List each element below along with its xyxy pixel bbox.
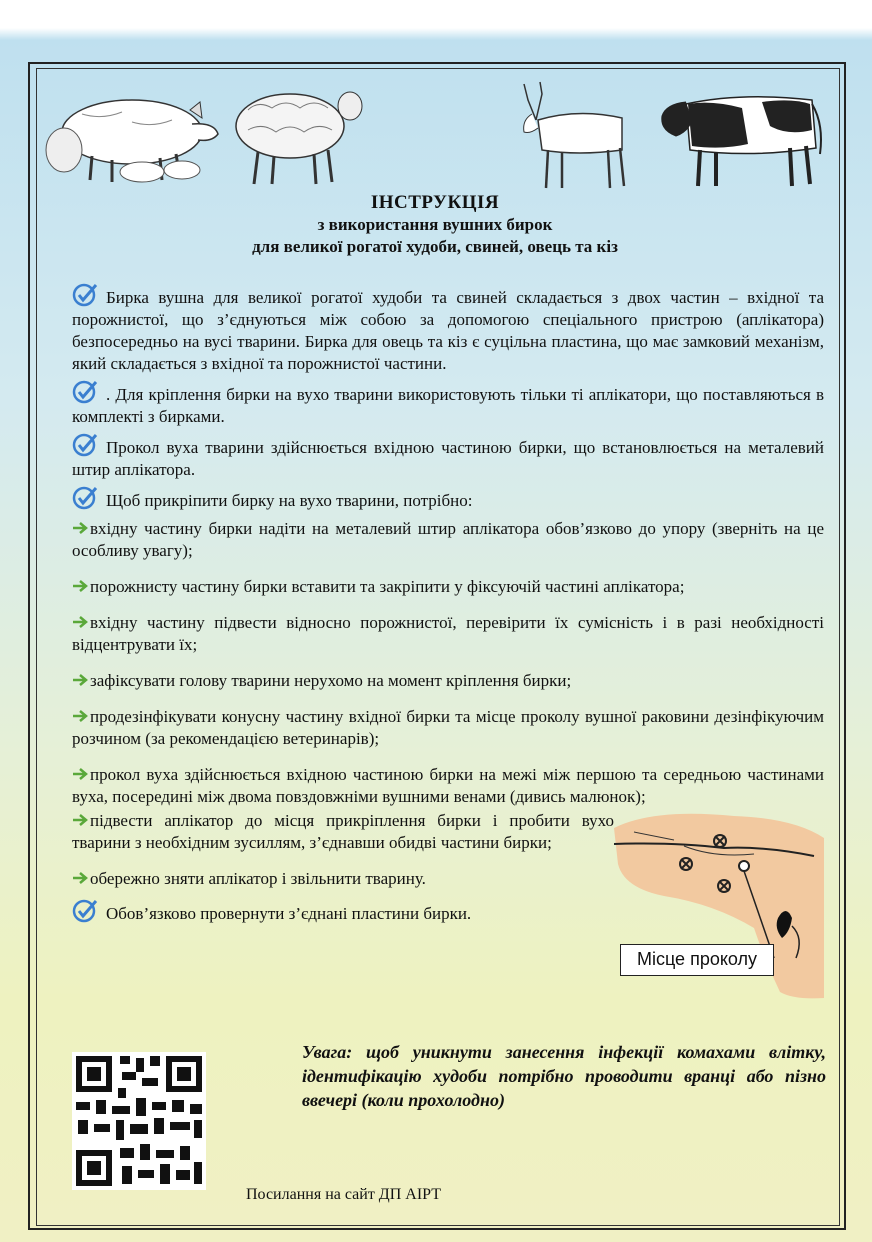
arrow-icon: [72, 709, 88, 723]
step-text: продезінфікувати конусну частину вхідної бирки та місце проколу вушної раковини дезінфікуючим розчином (за рекомендацією ветеринарів);: [72, 707, 824, 748]
goat-icon: [518, 80, 648, 192]
arrow-icon: [72, 673, 88, 687]
step-text: обережно зняти аплікатор і звільнити тварину.: [90, 869, 426, 888]
paragraph-text: Щоб прикріпити бирку на вухо тварини, потрібно:: [106, 491, 473, 510]
check-icon: [72, 379, 98, 405]
sheep-icon: [228, 80, 368, 190]
step-1: [72, 518, 824, 562]
arrow-icon: [72, 615, 88, 629]
arrow-icon: [72, 579, 88, 593]
check-icon: [72, 282, 98, 308]
title-block: [40, 192, 830, 258]
arrow-icon: [72, 871, 88, 885]
paragraph-1: [72, 282, 824, 375]
step-text: підвести аплікатор до місця прикріплення бирки і пробити вухо тварини з необхідним зусиллям, з’єднавши обидві частини бирки;: [72, 811, 614, 852]
paragraph-3: [72, 432, 824, 481]
page-subtitle-line2: для великої рогатої худоби, свиней, овець та кіз: [252, 237, 618, 256]
ear-diagram-label: Місце проколу: [620, 944, 774, 976]
arrow-icon: [72, 813, 88, 827]
paragraph-4: [72, 485, 824, 512]
step-text: порожнисту частину бирки вставити та закріпити у фіксуючій частині аплікатора;: [90, 577, 685, 596]
check-icon: [72, 898, 98, 924]
qr-caption: Посилання на сайт ДП АІРТ: [246, 1186, 442, 1203]
step-6: [72, 764, 824, 808]
step-7: [72, 810, 614, 854]
step-text: зафіксувати голову тварини нерухомо на момент кріплення бирки;: [90, 671, 572, 690]
warning-note: Увага: щоб уникнути занесення інфекції комахами влітку, ідентифікацію худоби потрібно проводити вранці або пізно ввечері (коли прохолодно): [302, 1042, 826, 1110]
paragraph-text: . Для кріплення бирки на вухо тварини використовують тільки ті аплікатори, що поставляються в комплекті з бирками.: [72, 385, 824, 426]
step-4: [72, 670, 824, 692]
paragraph-text: Прокол вуха тварини здійснюється вхідною частиною бирки, що встановлюється на металевий штир аплікатора.: [72, 438, 824, 479]
step-text: вхідну частину підвести відносно порожнистої, перевірити їх сумісність і в разі необхідності відцентрувати їх;: [72, 613, 824, 654]
paragraph-2: [72, 379, 824, 428]
page-subtitle-line1: з використання вушних бирок: [317, 215, 553, 234]
arrow-icon: [72, 767, 88, 781]
check-icon: [72, 432, 98, 458]
arrow-icon: [72, 521, 88, 535]
cow-icon: [652, 74, 830, 192]
step-2: [72, 576, 824, 598]
pig-icon: [42, 84, 222, 194]
step-3: [72, 612, 824, 656]
step-5: [72, 706, 824, 750]
paragraph-text: Бирка вушна для великої рогатої худоби та свиней складається з двох частин – вхідної та порожнистої, що з’єднуються між собою за допомогою спеціального пристрою (аплікатора) безпосередньо на вусі тварини. Бирка для овець та кіз є суцільна пластина, що має замковий механізм, який складається з вхідної та порожнистої частини.: [72, 288, 824, 373]
step-8: [72, 868, 614, 890]
step-text: вхідну частину бирки надіти на металевий штир аплікатора обов’язково до упору (зверніть на це особливу увагу);: [72, 519, 824, 560]
final-note-text: Обов’язково провернути з’єднані пластини бирки.: [106, 904, 472, 923]
step-text: прокол вуха здійснюється вхідною частиною бирки на межі між першою та середньою частинами вуха, посередині між двома повздовжніми вушними венами (дивись малюнок);: [72, 765, 824, 806]
page-title: ІНСТРУКЦІЯ: [370, 192, 500, 213]
qr-code-icon[interactable]: [72, 1052, 206, 1190]
animal-illustrations: [40, 74, 830, 194]
check-icon: [72, 485, 98, 511]
